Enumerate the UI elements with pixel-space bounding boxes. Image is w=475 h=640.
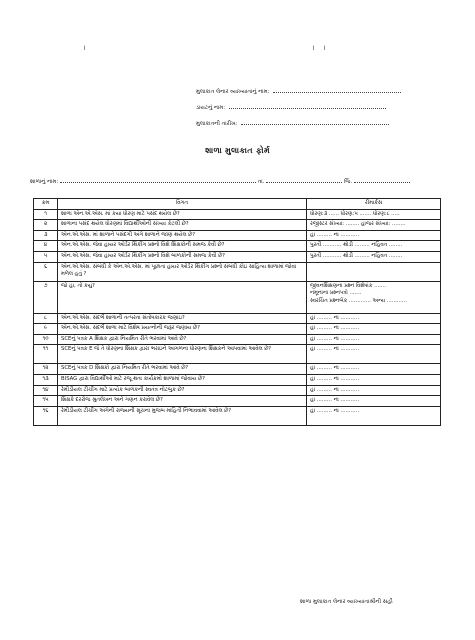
- visitor-name-label: મુલાકાત લેનાર વ્યાખ્યાતાનું નામ: [196, 89, 268, 95]
- table-row: [34, 374, 441, 385]
- row-remark[interactable]: હા ......... ના ...........: [307, 374, 441, 385]
- district-label: જિ.: [344, 179, 353, 185]
- table-row: [34, 209, 441, 220]
- header-remark: રીમાર્કસ: [307, 199, 441, 210]
- visit-date-value[interactable]: [241, 119, 389, 125]
- row-detail: એન.એ.એસ. સંબંધી કે એન.એ.એસ. માં પૂછાતા હાયર ઓર્ડર થિંકીંગ પ્રશ્નો સંબંધી કોઇ સાહિત્ય શાળામાં જોવા મળેલ હતું ?: [58, 262, 307, 281]
- row-remark[interactable]: હા ......... ના ...........: [307, 396, 441, 407]
- row-detail: એન.એ.એસ. જેવા હાયર ઓર્ડર થિંકીંગ પ્રશ્નો વિશે શિક્ષકોની સમજ કેવી છે?: [58, 241, 307, 252]
- diet-name-value[interactable]: [229, 103, 386, 109]
- visitor-signature-label: શાળા મુલાકાત લેનાર વ્યાખ્યાતાશ્રીની સહી: [300, 599, 393, 605]
- table-row: [34, 281, 441, 313]
- row-remark[interactable]: હા ......... ના ...........: [307, 313, 441, 324]
- row-remark[interactable]: ધોરણ:૩ ...... ધોરણ:૫ ....... ધોરણ:૮ .....: [307, 209, 441, 220]
- table-row: [34, 313, 441, 324]
- header-sn: ક્રમ: [34, 199, 58, 210]
- row-remark[interactable]: રજીસ્ટર સંખ્યા: ........ હાજર સંખ્યા: ........: [307, 220, 441, 231]
- row-remark[interactable]: જીવનશિક્ષણના પ્રશ્ન વિશેષાંક ....... નમૂનાના પ્રશ્નપત્રો ....... સ્વરચિત પ્રશ્નબેંક ............. અન્ય ............: [307, 281, 441, 313]
- table-row: [34, 324, 441, 335]
- row-detail: શાળાના પસંદ થયેલ ધોરણમાં વિદ્યાર્થીઓની સંખ્યા કેટલી છે?: [58, 220, 307, 231]
- row-detail: BISAG દ્વારા વિદ્યાર્થીઓ માટે રજૂ થતા કાર્યક્રમો શાળામાં જોવાય છે?: [58, 374, 307, 385]
- row-detail: શાળા એન.એ.એસ. માં કયા ધોરણ માટે પસંદ થયેલ છે?: [58, 209, 307, 220]
- table-row: [34, 345, 441, 364]
- row-number: ૬: [34, 262, 58, 281]
- header-detail: વિગત: [58, 199, 307, 210]
- row-number: ૯: [34, 324, 58, 335]
- row-detail: રેમીડીયલ ટીચીંગ અંગેની રાજ્યની સૂચના મુજબ માહિતી નિભાવવામાં આવેલ છે?: [58, 406, 307, 425]
- row-remark[interactable]: હા ......... ના ...........: [307, 230, 441, 241]
- table-row: [34, 406, 441, 425]
- table-row: [34, 262, 441, 281]
- row-detail: એન.એ.એસ. સંદર્ભે શાળાની તત્પરતા સંતોષકારક જણાઇ?: [58, 313, 307, 324]
- row-number: ૧૫: [34, 396, 58, 407]
- row-number: ૧૦: [34, 334, 58, 345]
- row-remark[interactable]: પુરતી ........... થોડી ......... નહિવત ........: [307, 251, 441, 262]
- row-detail: SCEનું પત્રક E જે તે ધોરણના શિક્ષક દ્વારા ભરાઇને આગળના ધોરણના શિક્ષકને આપવામાં આવેલ છે?: [58, 345, 307, 364]
- visitor-name-value[interactable]: [273, 87, 401, 93]
- school-name-label: શાળાનું નામ:: [30, 179, 59, 185]
- row-remark[interactable]: હા ......... ના ...........: [307, 364, 441, 375]
- school-details-line: [30, 177, 440, 186]
- table-row: [34, 241, 441, 252]
- district-value[interactable]: [354, 177, 410, 183]
- row-number: ૧: [34, 209, 58, 220]
- row-number: ૧૩: [34, 374, 58, 385]
- row-detail: શિક્ષકે દરરોજ શ્રુતલેખન અને ગણન કરાવેલ છે?: [58, 396, 307, 407]
- row-detail: SCEનું પત્રક A શિક્ષક દ્વારા નિયમિત રીતે ભરવામાં આવે છે?: [58, 334, 307, 345]
- row-remark[interactable]: હા ......... ના ...........: [307, 334, 441, 345]
- row-detail: એન.એ.એસ. સંદર્ભે શાળા માટે વિશેષ પ્રયત્નોની જરૂર જણાય છે?: [58, 324, 307, 335]
- row-number: ૩: [34, 230, 58, 241]
- row-detail: રેમીડીયલ ટીચીંગ માટે પ્રત્યેક બાળકની સ્વતંત્ર નોટબુક છે?: [58, 385, 307, 396]
- row-number: ૨: [34, 220, 58, 231]
- row-remark[interactable]: પુરતી ........... થોડી ......... નહિવત ........: [307, 241, 441, 252]
- row-number: ૧૬: [34, 406, 58, 425]
- row-remark[interactable]: હા ......... ના ...........: [307, 406, 441, 425]
- row-number: ૧૧: [34, 345, 58, 364]
- row-number: ૪: [34, 241, 58, 252]
- visit-date-field: મુલાકાતની તારીખ:: [196, 119, 389, 128]
- table-row: [34, 230, 441, 241]
- row-detail: SCEનું પત્રક D શિક્ષકો દ્વારા નિયમિત રીતે ભરવામાં આવે છે?: [58, 364, 307, 375]
- diet-name-label: ડાયટનું નામ: [196, 105, 224, 111]
- visitor-name-field: મુલાકાત લેનાર વ્યાખ્યાતાનું નામ:: [196, 87, 401, 96]
- row-number: ૭: [34, 281, 58, 313]
- row-detail: એન.એ.એસ. જેવા હાયર ઓર્ડર થિંકીંગ પ્રશ્નો વિશે બાળકોની સમજ કેવી છે?: [58, 251, 307, 262]
- row-remark[interactable]: [307, 262, 441, 281]
- form-title: શાળા મુલાકાત ફોર્મ: [205, 146, 270, 155]
- visit-checklist-table: [33, 198, 441, 426]
- row-number: ૮: [34, 313, 58, 324]
- taluka-label: તા.: [257, 179, 265, 185]
- scan-mark-right: । ।: [312, 44, 329, 52]
- row-remark[interactable]: હા ......... ના ...........: [307, 385, 441, 396]
- row-remark[interactable]: હા ......... ના ...........: [307, 324, 441, 335]
- table-header-row: [34, 199, 441, 210]
- table-row: [34, 334, 441, 345]
- row-number: ૫: [34, 251, 58, 262]
- school-name-value[interactable]: [60, 177, 256, 183]
- taluka-value[interactable]: [266, 177, 342, 183]
- visit-date-label: મુલાકાતની તારીખ: [196, 121, 236, 127]
- diet-name-field: ડાયટનું નામ:: [196, 103, 386, 112]
- row-detail: જો હા, તો કયું?: [58, 281, 307, 313]
- scan-mark-left: ।: [83, 44, 86, 52]
- table-row: [34, 385, 441, 396]
- table-row: [34, 364, 441, 375]
- table-row: [34, 396, 441, 407]
- table-row: [34, 220, 441, 231]
- row-detail: એન.એ.એસ. માં શાળાને પસંદગી અંગે શાળાને જાણ થયેલ છે?: [58, 230, 307, 241]
- table-row: [34, 251, 441, 262]
- row-remark[interactable]: હા ......... ના ...........: [307, 345, 441, 364]
- row-number: ૧૪: [34, 385, 58, 396]
- row-number: ૧૨: [34, 364, 58, 375]
